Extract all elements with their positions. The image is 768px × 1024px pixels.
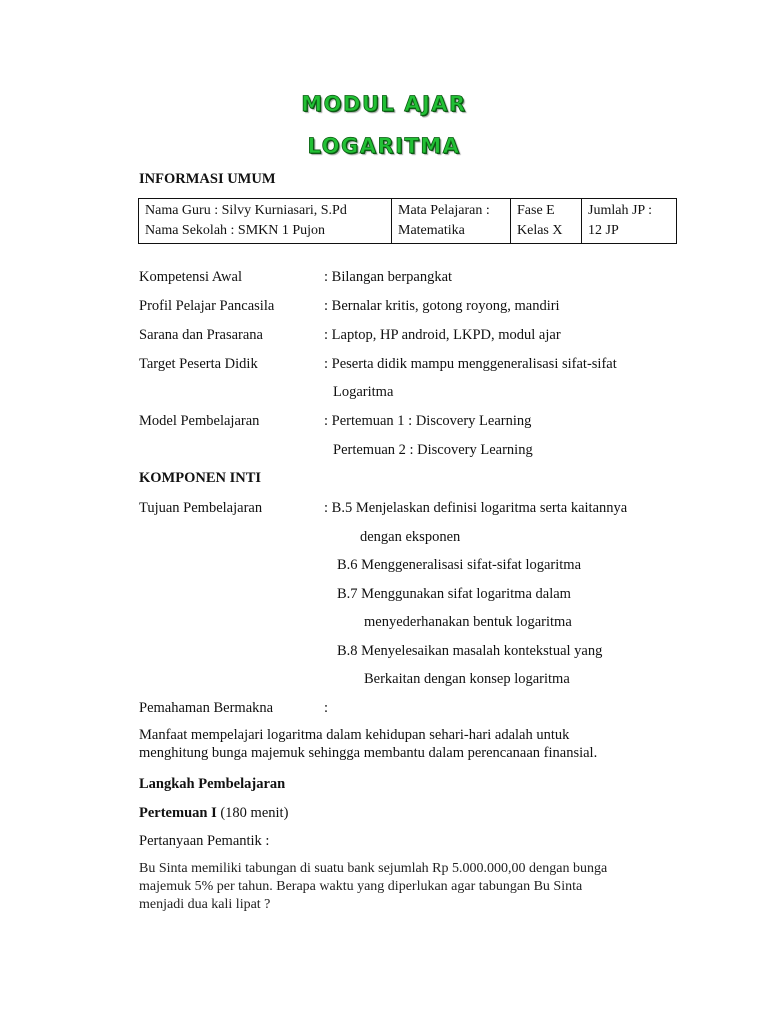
objective-b8: B.8 Menyelesaikan masalah kontekstual yang <box>337 643 603 659</box>
field-colon-pemahaman: : <box>324 700 329 716</box>
field-label-profil: Profil Pelajar Pancasila <box>139 298 275 314</box>
info-cell-mapel <box>392 199 511 244</box>
field-label-model: Model Pembelajaran <box>139 413 260 429</box>
pemantik-text-line2: majemuk 5% per tahun. Berapa waktu yang diperlukan agar tabungan Bu Sinta <box>139 879 583 894</box>
meeting-heading <box>139 805 288 822</box>
field-value-profil: : Bernalar kritis, gotong royong, mandiri <box>324 298 560 314</box>
info-cell-guru <box>139 199 392 244</box>
field-value-kompetensi: : Bilangan berpangkat <box>324 269 453 285</box>
pemantik-label: Pertanyaan Pemantik : <box>139 833 270 849</box>
objective-b6: B.6 Menggeneralisasi sifat-sifat logaritma <box>337 557 582 573</box>
class-value: Kelas X <box>517 223 563 238</box>
pemahaman-text-line1: Manfaat mempelajari logaritma dalam kehidupan sehari-hari adalah untuk <box>139 727 570 743</box>
info-cell-jp <box>582 199 677 244</box>
objective-b5-cont: dengan eksponen <box>360 529 461 545</box>
phase-value: Fase E <box>517 203 555 218</box>
section-heading-langkah: Langkah Pembelajaran <box>139 776 286 792</box>
document-title-line1: MODUL AJAR <box>301 92 467 116</box>
pemahaman-text-line2: menghitung bunga majemuk sehingga membantu dalam perencanaan finansial. <box>139 745 598 761</box>
field-value-sarana: : Laptop, HP android, LKPD, modul ajar <box>324 327 561 343</box>
pemantik-text-line1: Bu Sinta memiliki tabungan di suatu bank sejumlah Rp 5.000.000,00 dengan bunga <box>139 861 608 876</box>
meeting-duration: (180 menit) <box>216 805 289 821</box>
field-value-model-1: : Pertemuan 1 : Discovery Learning <box>324 413 532 429</box>
hours-label: Jumlah JP : <box>588 203 653 218</box>
field-label-kompetensi: Kompetensi Awal <box>139 269 242 285</box>
field-value-target: : Peserta didik mampu menggeneralisasi sifat-sifat <box>324 356 617 372</box>
field-label-tujuan: Tujuan Pembelajaran <box>139 500 263 516</box>
document-title-line2: LOGARITMA <box>307 134 461 158</box>
info-cell-fase <box>511 199 582 244</box>
field-label-target: Target Peserta Didik <box>139 356 258 372</box>
subject-label: Mata Pelajaran : <box>398 203 490 218</box>
objective-b8-cont: Berkaitan dengan konsep logaritma <box>364 671 570 687</box>
subject-value: Matematika <box>398 223 465 238</box>
section-heading-informasi-umum: INFORMASI UMUM <box>139 171 276 187</box>
field-value-target-cont: Logaritma <box>333 384 394 400</box>
teacher-name: Nama Guru : Silvy Kurniasari, S.Pd <box>145 203 347 218</box>
info-table <box>138 198 677 244</box>
field-label-sarana: Sarana dan Prasarana <box>139 327 263 343</box>
objective-b5: : B.5 Menjelaskan definisi logaritma serta kaitannya <box>324 500 628 516</box>
school-name: Nama Sekolah : SMKN 1 Pujon <box>145 223 326 238</box>
field-value-model-2: Pertemuan 2 : Discovery Learning <box>333 442 533 458</box>
pemantik-text-line3: menjadi dua kali lipat ? <box>139 897 271 912</box>
objective-b7: B.7 Menggunakan sifat logaritma dalam <box>337 586 571 602</box>
meeting-title: Pertemuan I <box>139 805 217 821</box>
hours-value: 12 JP <box>588 223 619 238</box>
section-heading-komponen-inti: KOMPONEN INTI <box>139 470 262 486</box>
objective-b7-cont: menyederhanakan bentuk logaritma <box>364 614 572 630</box>
field-label-pemahaman: Pemahaman Bermakna <box>139 700 274 716</box>
